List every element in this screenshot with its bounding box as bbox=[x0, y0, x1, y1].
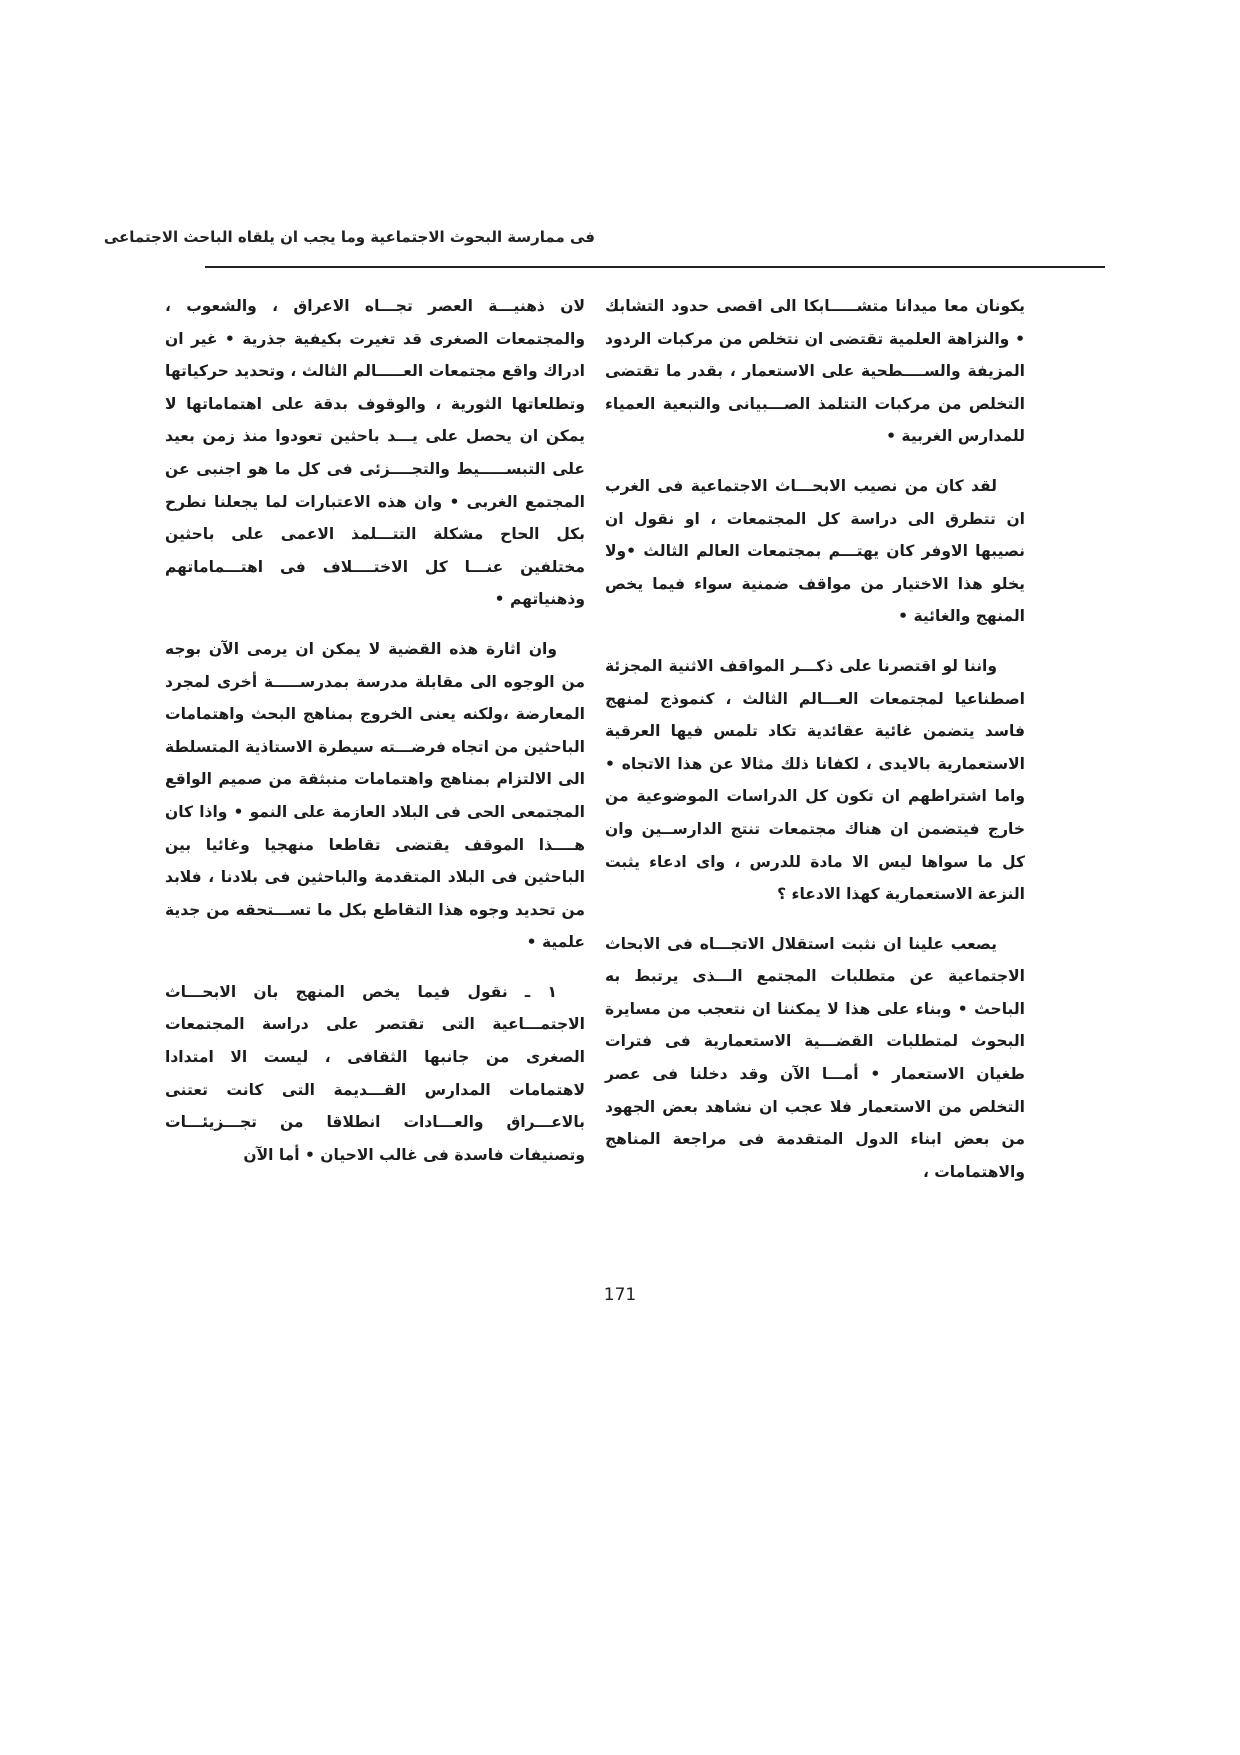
left-column bbox=[165, 290, 585, 1188]
paragraph: يكونان معا ميدانا متشـــــابكا الى اقصى حدود التشابك • والنزاهة العلمية تقتضى ان نتخلص من مركبات الردود المزيفة والســــطحية على الاستعمار ، بقدر ما تقتضى التخلص من مركبات التتلمذ الصـــبيانى والتبعية العمياء للمدارس الغربية • bbox=[605, 297, 1025, 446]
paragraph: وان اثارة هذه القضية لا يمكن ان يرمى الآن بوجه من الوجوه الى مقابلة مدرسة بمدرســـــة أخرى لمجرد المعارضة ،ولكنه يعنى الخروج بمناهج البحث واهتمامات الباحثين من اتجاه فرضـــته سيطرة الاستاذية المتسلطة الى الالتزام بمناهج واهتمامات منبثقة من صميم الواقع المجتمعى الحى فى البلاد العازمة على النمو • واذا كان هــــذا الموقف يقتضى تقاطعا منهجيا وغائيا بين الباحثين فى البلاد المتقدمة والباحثين فى بلادنا ، فلابد من تحديد وجوه هذا التقاطع بكل ما تســـتحقه من جدية علمية • bbox=[165, 639, 585, 952]
header-rule bbox=[205, 266, 1105, 268]
running-header: فى ممارسة البحوث الاجتماعية وما يجب ان يلقاه الباحث الاجتماعى bbox=[103, 228, 595, 246]
paragraph: ١ ـ نقول فيما يخص المنهج بان الابحـــاث الاجتمـــاعية التى تقتصر على دراسة المجتمعات الصغرى من جانبها الثقافى ، ليست الا امتدادا لاهتمامات المدارس القـــديمة التى كانت تعتنى بالاعـــراق والعـــادات انطلاقا من تجـــزيئـــات وتصنيفات فاسدة فى غالب الاحيان • أما الآن bbox=[165, 982, 585, 1164]
page-number: 171 bbox=[603, 1285, 637, 1305]
right-column bbox=[605, 290, 1025, 1205]
paragraph: يصعب علينا ان نثبت استقلال الاتجـــاه فى الابحاث الاجتماعية عن متطلبات المجتمع الـــذى يرتبط به الباحث • وبناء على هذا لا يمكننا ان نتعجب من مسايرة البحوث لمتطلبات القضـــية الاستعمارية فى فترات طغيان الاستعمار • أمـــا الآن وقد دخلنا فى عصر التخلص من الاستعمار فلا عجب ان نشاهد بعض الجهود من بعض ابناء الدول المتقدمة فى مراجعة المناهج والاهتمامات ، bbox=[605, 934, 1025, 1181]
paragraph: لان ذهنيـــة العصر تجـــاه الاعراق ، والشعوب ، والمجتمعات الصغرى قد تغيرت بكيفية جذرية • غير ان ادراك واقع مجتمعات العـــــالم الثالث ، وتحديد حركياتها وتطلعاتها الثورية ، والوقوف بدقة على اهتماماتها لا يمكن ان يحصل على يـــد باحثين تعودوا منذ زمن بعيد على التبســـــيط والتجــــزئى فى كل ما هو اجنبى عن المجتمع الغربى • وان هذه الاعتبارات لما يجعلنا نطرح بكل الحاح مشكلة التتـــلمذ الاعمى على باحثين مختلفين عنـــا كل الاختــــلاف فى اهتـــماماتهم وذهنياتهم • bbox=[165, 297, 585, 609]
paragraph: لقد كان من نصيب الابحـــاث الاجتماعية فى الغرب ان تتطرق الى دراسة كل المجتمعات ، او نقول ان نصيبها الاوفر كان يهتـــم بمجتمعات العالم الثالث •ولا يخلو هذا الاختيار من مواقف ضمنية سواء فيما يخص المنهج والغائية • bbox=[605, 476, 1025, 626]
paragraph: واننا لو اقتصرنا على ذكـــر المواقف الاثنية المجزئة اصطناعيا لمجتمعات العـــالم الثالث ، كنموذج لمنهج فاسد يتضمن غائية عقائدية تكاد تلمس فيها العرقية الاستعمارية بالايدى ، لكفانا ذلك مثالا عن هذا الاتجاه • واما اشتراطهم ان تكون كل الدراسات الموضوعية من خارج فيتضمن ان هناك مجتمعات تنتج الدارســين وان كل ما سواها ليس الا مادة للدرس ، واى ادعاء يثبت النزعة الاستعمارية كهذا الادعاء ؟ bbox=[605, 656, 1025, 904]
